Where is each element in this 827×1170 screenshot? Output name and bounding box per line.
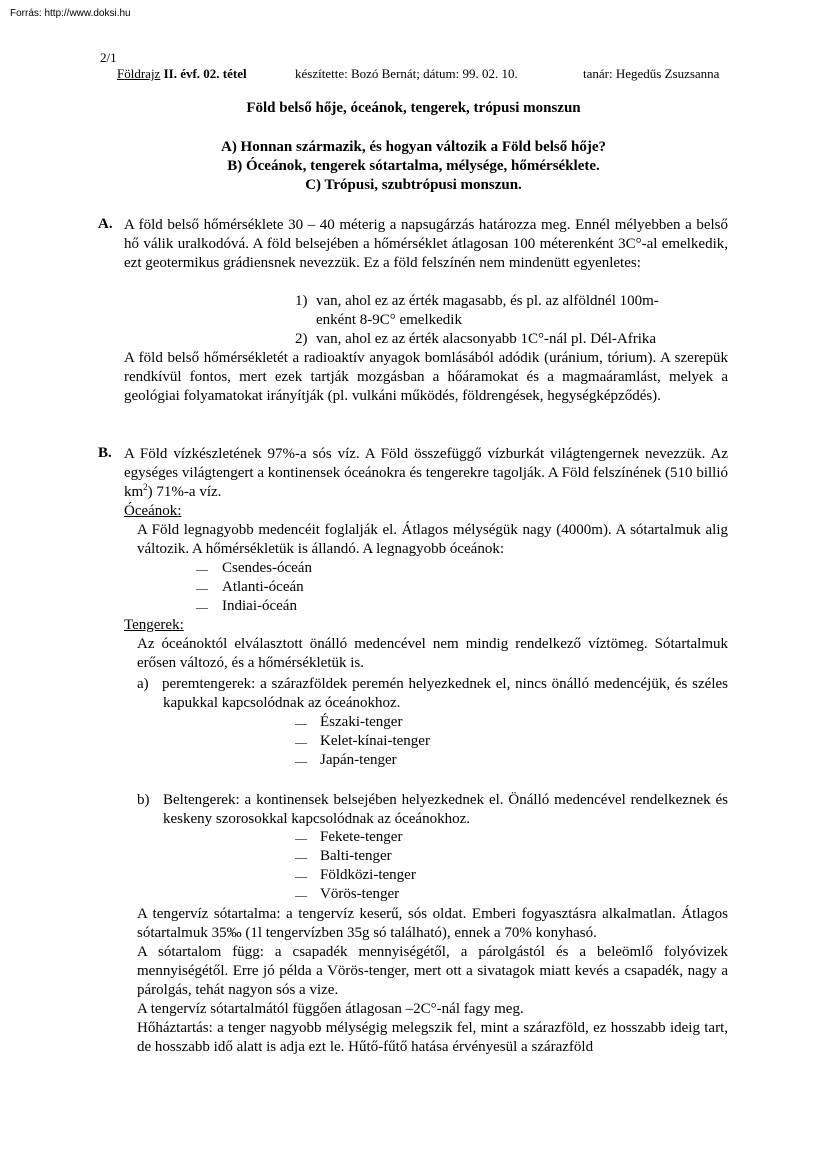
page-number: 2/1	[100, 50, 117, 65]
marginal-sea-item: Északi-tenger	[320, 714, 403, 730]
section-b-paragraph-1	[124, 445, 728, 502]
source-label: Forrás: http://www.doksi.hu	[10, 8, 131, 19]
section-a-letter: A.	[98, 216, 113, 232]
dash-bullet: —	[196, 600, 208, 614]
dash-bullet: —	[196, 581, 208, 595]
list-item: van, ahol ez az érték alacsonyabb 1C°-nál pl. Dél-Afrika	[316, 331, 657, 347]
dash-bullet: —	[295, 888, 307, 902]
inland-sea-item: Földközi-tenger	[320, 867, 416, 883]
section-b-p1-text: A Föld vízkészletének 97%-a sós víz. A Föld összefüggő vízburkát világtengernek nevezzük. Az egységes világtengert a kontinensek óceánokra és tengerekre tagolják. A Föld felszínének (510 billió km	[124, 446, 728, 500]
section-a-paragraph-1: A föld belső hőmérséklete 30 – 40 méterig a napsugárzás határozza meg. Ennél mélyebben a belső hő válik uralkodóvá. A föld belsejében a hőmérséklet átlagosan 100 méterenként 3C°-al emelkedik, ezt geotermikus grádiensnek nevezzük. Ez a föld felszínén nem mindenütt egyenletes:	[124, 217, 728, 271]
inland-sea-item: Fekete-tenger	[320, 829, 403, 845]
header-subject-line	[117, 66, 247, 82]
inland-sea-item: Balti-tenger	[320, 848, 392, 864]
marginal-label: a)	[137, 676, 149, 692]
list-item-continuation: enként 8-9C° emelkedik	[316, 312, 462, 328]
dash-bullet: —	[295, 850, 307, 864]
dash-bullet: —	[295, 869, 307, 883]
dash-bullet: —	[295, 831, 307, 845]
section-a-paragraph-2: A föld belső hőmérsékletét a radioaktív anyagok bomlásából adódik (uránium, tórium). A szerepük rendkívül fontos, mert ezek tartják mozgásban a hőáramokat és a magmaáramlást, melyek a geológiai folyamatokat irányítják (pl. vulkáni működés, földrengések, hegységképződés).	[124, 350, 728, 404]
marginal-sea-item: Kelet-kínai-tenger	[320, 733, 430, 749]
oceans-text: A Föld legnagyobb medencéit foglalják el. Átlagos mélységük nagy (4000m). A sótartalmuk alig változik. A hőmérsékletük is állandó. A legnagyobb óceánok:	[137, 522, 728, 557]
marginal-sea-item: Japán-tenger	[320, 752, 397, 768]
subject: Földrajz	[117, 66, 161, 81]
inland-seas-text: Beltengerek: a kontinensek belsejében helyezkednek el. Önálló medencével rendelkeznek és keskeny szorosokkal kapcsolódnak az óceánokhoz.	[163, 792, 728, 827]
question-b: B) Óceánok, tengerek sótartalma, mélysége, hőmérséklete.	[227, 158, 600, 174]
section-b-p1-end: ) 71%-a víz.	[147, 484, 222, 500]
inland-label: b)	[137, 792, 150, 808]
dash-bullet: —	[295, 735, 307, 749]
seas-text: Az óceánoktól elválasztott önálló medencével nem mindig rendelkező víztömeg. Sótartalmuk erősen változó, és a hőmérsékletük is.	[137, 636, 728, 671]
question-c: C) Trópusi, szubtrópusi monszun.	[305, 177, 522, 193]
inland-sea-item: Vörös-tenger	[320, 886, 400, 902]
superscript: 2	[143, 482, 148, 492]
dash-bullet: —	[295, 716, 307, 730]
marginal-seas-text: peremtengerek: a szárazföldek peremén helyezkednek el, nincs önálló medencéjük, és széles kapukkal kapcsolódnak az óceánokhoz.	[162, 676, 728, 711]
list-item-num: 2)	[295, 331, 308, 347]
section-b-letter: B.	[98, 445, 112, 461]
dash-bullet: —	[196, 562, 208, 576]
seas-heading: Tengerek:	[124, 617, 184, 633]
page-title: Föld belső hője, óceánok, tengerek, trópusi monszun	[246, 100, 581, 116]
heat-retention-text: Hőháztartás: a tenger nagyobb mélységig melegszik fel, mint a szárazföld, ez hosszabb ideig tart, de hosszabb idő alatt is adja ezt le. Hűtő-fűtő hatása érvényesül a szárazföld	[137, 1020, 728, 1055]
ocean-item: Atlanti-óceán	[222, 579, 304, 595]
salinity-text: A tengervíz sótartalma: a tengervíz keserű, sós oldat. Emberi fogyasztásra alkalmatlan. Átlagos sótartalmuk 35‰ (1l tengervízben 35g só található), ennek a 70% konyhasó.	[137, 906, 728, 941]
oceans-heading: Óceánok:	[124, 503, 182, 519]
ocean-item: Csendes-óceán	[222, 560, 312, 576]
freezing-text: A tengervíz sótartalmától függően átlagosan –2C°-nál fagy meg.	[137, 1001, 524, 1017]
course: II. évf. 02. tétel	[163, 66, 247, 81]
list-item: van, ahol ez az érték magasabb, és pl. az alföldnél 100m-	[316, 293, 659, 309]
header-author: készítette: Bozó Bernát; dátum: 99. 02. 10.	[295, 66, 518, 81]
salinity-depends-text: A sótartalom függ: a csapadék mennyiségétől, a párolgástól és a beleömlő folyóvizek mennyiségétől. Erre jó példa a Vörös-tenger, mert ott a sivatagok miatt kevés a csapadék, nagy a párolgás, tehát nagyon sós a vize.	[137, 944, 728, 998]
list-item-num: 1)	[295, 293, 308, 309]
header-teacher: tanár: Hegedűs Zsuzsanna	[583, 66, 720, 81]
ocean-item: Indiai-óceán	[222, 598, 297, 614]
question-a: A) Honnan származik, és hogyan változik a Föld belső hője?	[220, 139, 607, 155]
dash-bullet: —	[295, 754, 307, 768]
